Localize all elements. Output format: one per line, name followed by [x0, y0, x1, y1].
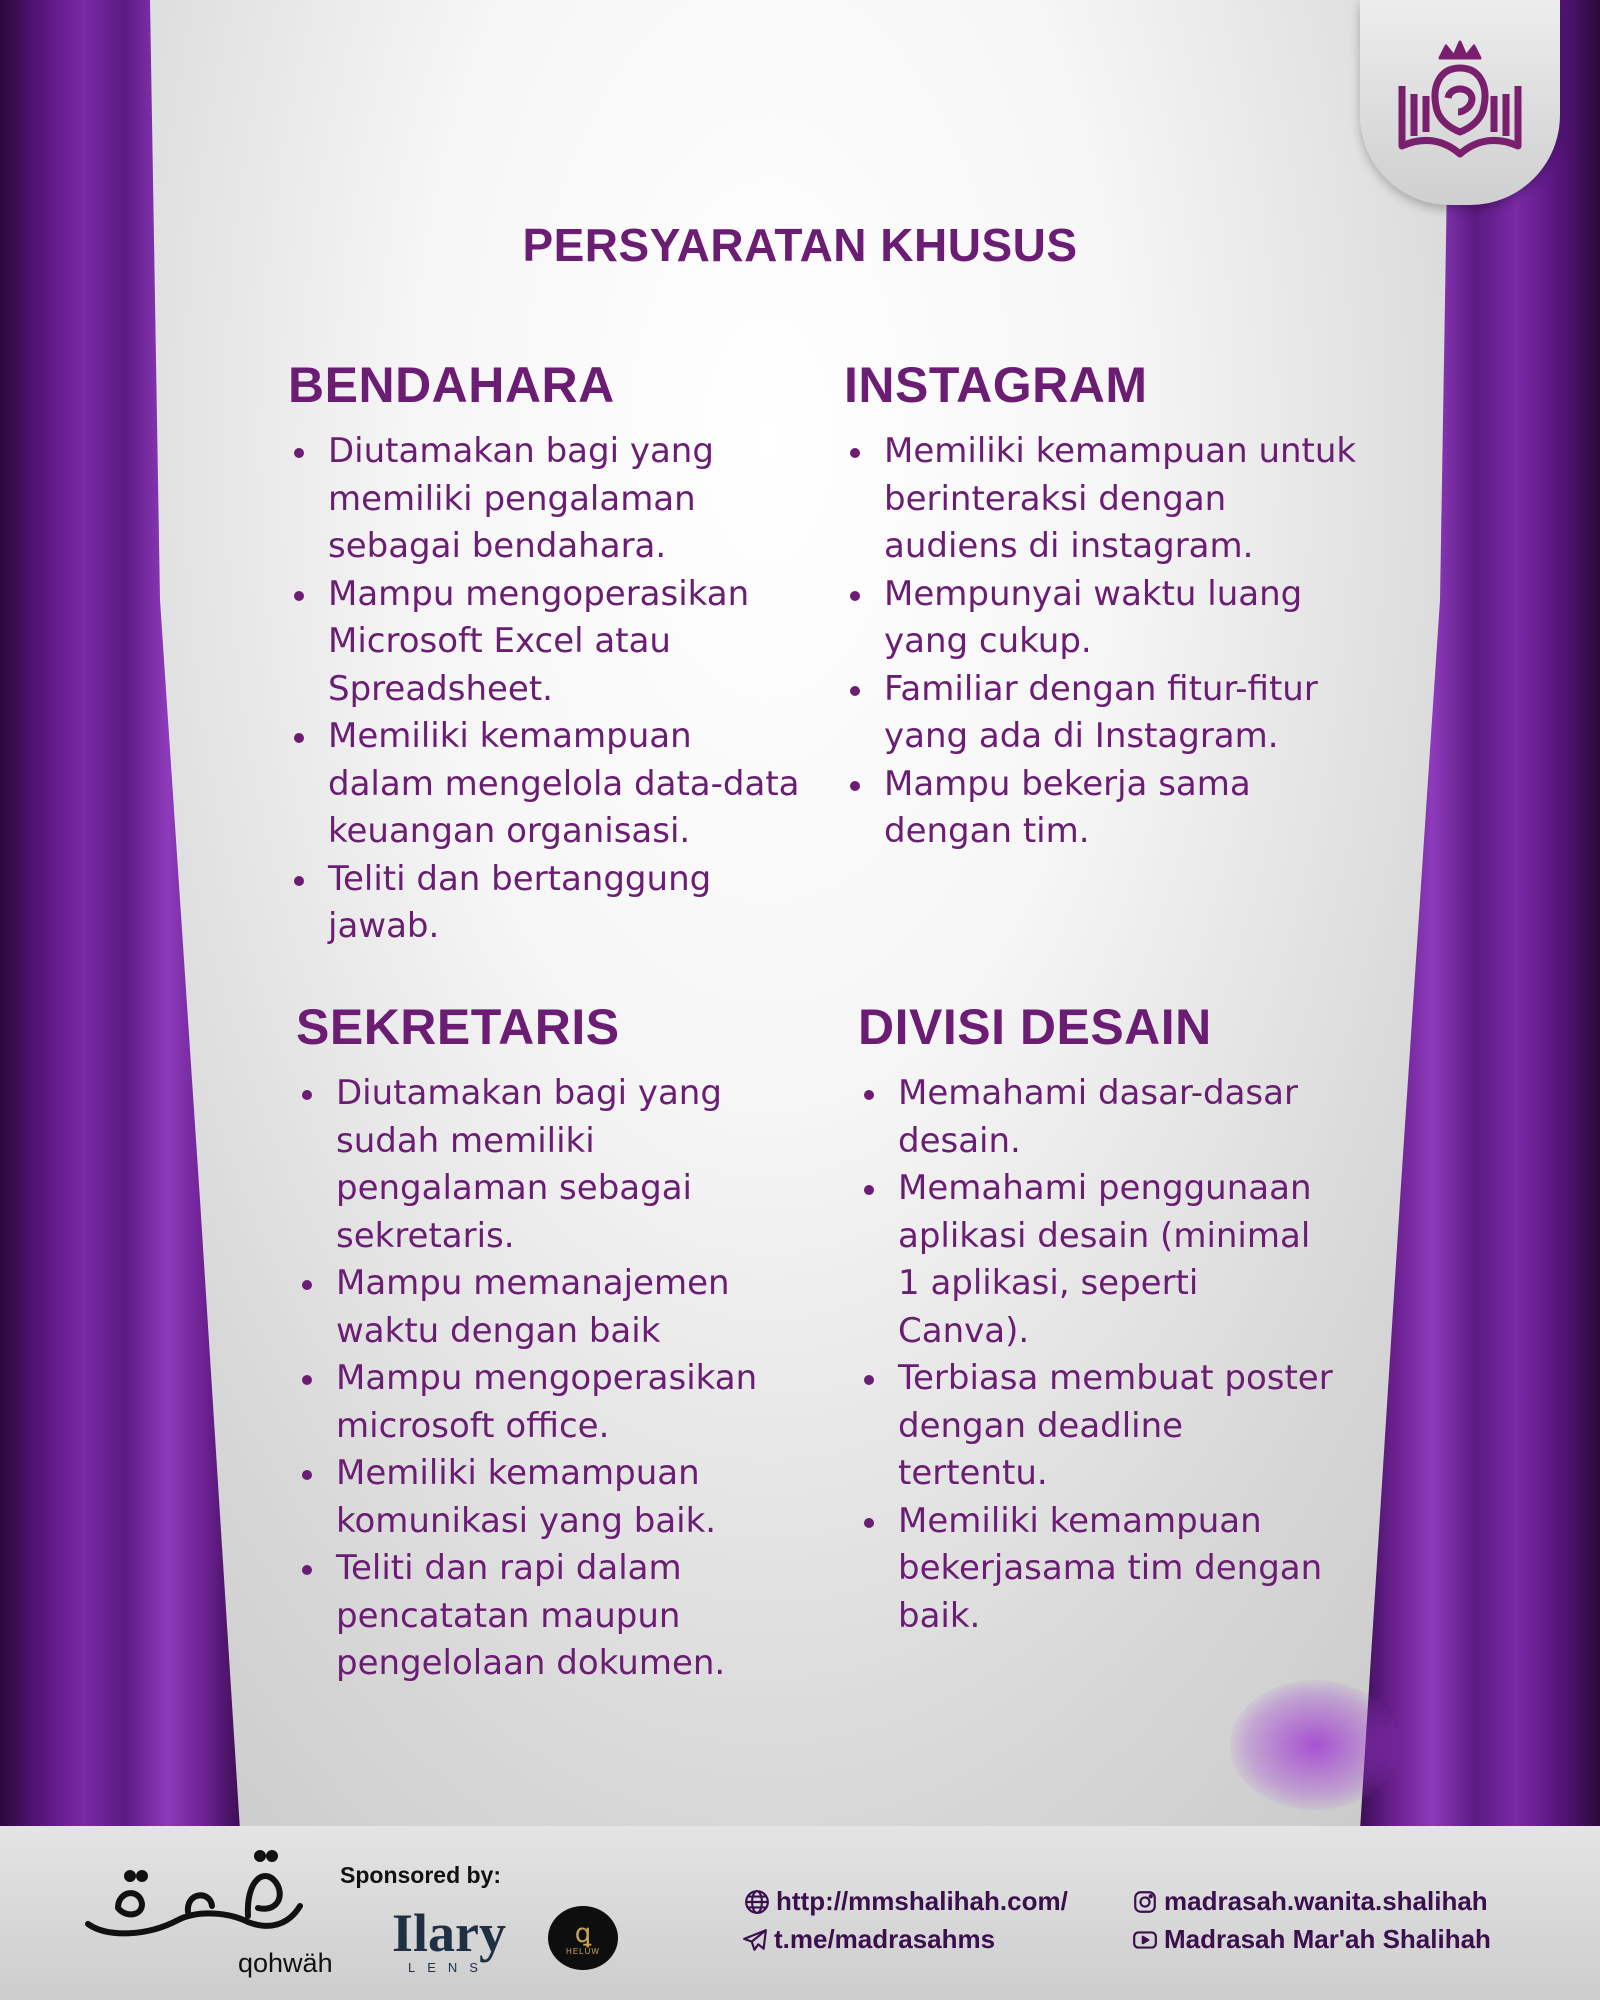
ilary-sub: LENS: [408, 1960, 490, 1975]
list-item: Mampu bekerja sama dengan tim.: [844, 761, 1364, 856]
list-item: Familiar dengan fitur-fitur yang ada di Instagram.: [844, 666, 1364, 761]
requirement-list: [858, 1070, 1338, 1640]
section-heading: SEKRETARIS: [296, 999, 620, 1055]
list-item: Memiliki kemampuan bekerjasama tim dengan baik.: [858, 1498, 1338, 1641]
crown-book-logo-icon: [1380, 28, 1540, 178]
website-link[interactable]: [744, 1886, 1068, 1917]
list-item: Memiliki kemampuan untuk berinteraksi dengan audiens di instagram.: [844, 428, 1364, 571]
globe-icon: [744, 1889, 770, 1915]
curtain-right: [1360, 0, 1600, 1830]
section-instagram: [844, 356, 1364, 856]
telegram-icon: [742, 1927, 768, 1953]
sponsored-label: Sponsored by:: [340, 1862, 502, 1888]
list-item: Memahami penggunaan aplikasi desain (minimal 1 aplikasi, seperti Canva).: [858, 1165, 1338, 1355]
heluw-logo: [548, 1906, 618, 1970]
youtube-link[interactable]: [1132, 1924, 1491, 1955]
section-heading: DIVISI DESAIN: [858, 999, 1212, 1055]
requirement-list: [296, 1070, 816, 1688]
curtain-left: [0, 0, 240, 1830]
page-title: PERSYARATAN KHUSUS: [522, 219, 1078, 271]
youtube-text: Madrasah Mar'ah Shalihah: [1164, 1924, 1491, 1954]
list-item: Memahami dasar-dasar desain.: [858, 1070, 1338, 1165]
heluw-mark: ꝗ: [574, 1918, 592, 1948]
section-divisi-desain: [858, 998, 1338, 1640]
website-text: http://mmshalihah.com/: [776, 1886, 1068, 1916]
section-bendahara: [288, 356, 808, 951]
list-item: Mempunyai waktu luang yang cukup.: [844, 571, 1364, 666]
instagram-icon: [1132, 1889, 1158, 1915]
list-item: Mampu mengoperasikan microsoft office.: [296, 1355, 816, 1450]
section-sekretaris: [296, 998, 816, 1688]
qohwah-latin-text: qohwäh: [238, 1948, 333, 1978]
list-item: Teliti dan bertanggung jawab.: [288, 856, 808, 951]
list-item: Teliti dan rapi dalam pencatatan maupun pengelolaan dokumen.: [296, 1545, 816, 1688]
list-item: Diutamakan bagi yang sudah memiliki pengalaman sebagai sekretaris.: [296, 1070, 816, 1260]
section-heading: BENDAHARA: [288, 357, 615, 413]
instagram-link[interactable]: [1132, 1886, 1488, 1917]
list-item: Terbiasa membuat poster dengan deadline tertentu.: [858, 1355, 1338, 1498]
list-item: Memiliki kemampuan dalam mengelola data-data keuangan organisasi.: [288, 713, 808, 856]
requirement-list: [844, 428, 1364, 856]
heluw-text: HELUW: [566, 1946, 600, 1956]
curtain-glow: [1230, 1680, 1400, 1810]
instagram-text: madrasah.wanita.shalihah: [1164, 1886, 1488, 1916]
list-item: Mampu mengoperasikan Microsoft Excel atau Spreadsheet.: [288, 571, 808, 714]
logo-badge: [1360, 0, 1560, 205]
ilary-logo: Ilary: [392, 1903, 506, 1963]
requirement-list: [288, 428, 808, 951]
telegram-link[interactable]: [742, 1924, 995, 1955]
list-item: Memiliki kemampuan komunikasi yang baik.: [296, 1450, 816, 1545]
list-item: Mampu memanajemen waktu dengan baik: [296, 1260, 816, 1355]
telegram-text: t.me/madrasahms: [774, 1924, 996, 1954]
qohwah-logo: [78, 1846, 308, 1946]
section-heading: INSTAGRAM: [844, 357, 1148, 413]
youtube-icon: [1132, 1927, 1158, 1953]
list-item: Diutamakan bagi yang memiliki pengalaman sebagai bendahara.: [288, 428, 808, 571]
